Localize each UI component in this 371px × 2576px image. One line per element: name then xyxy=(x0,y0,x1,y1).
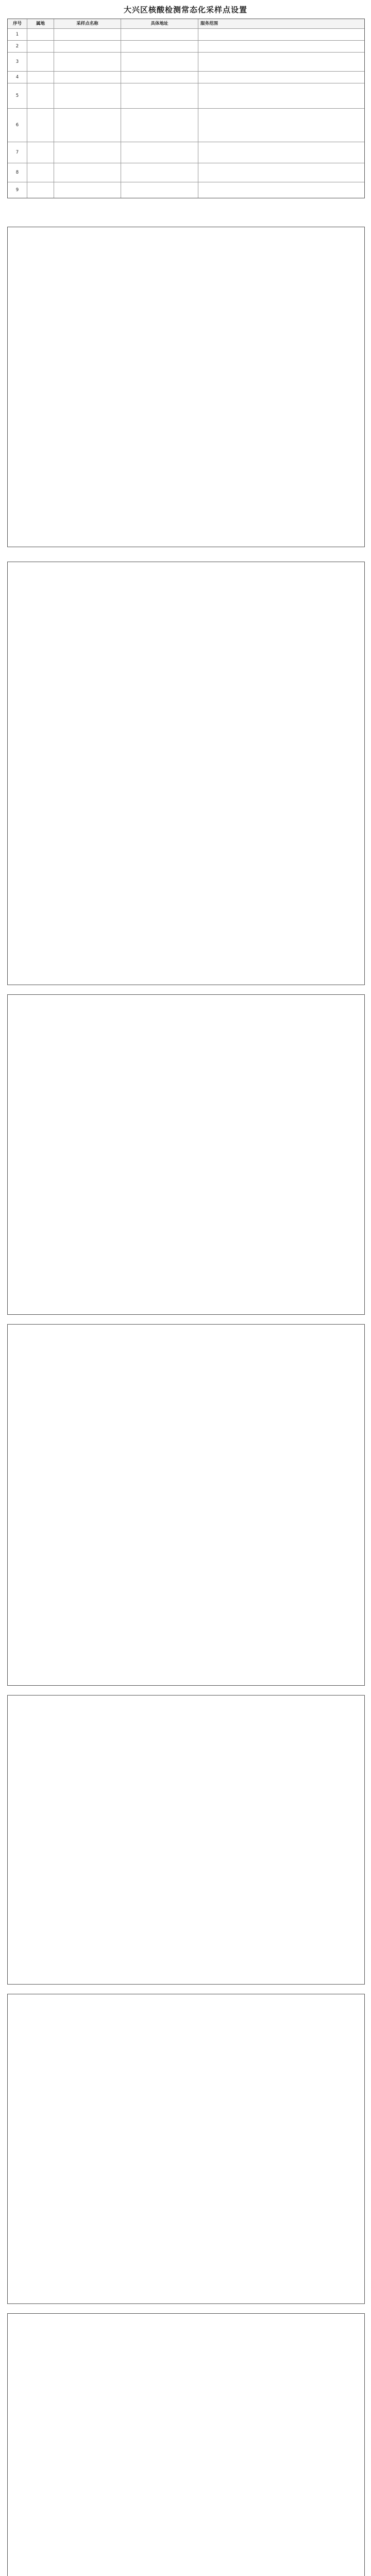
table-block-7 xyxy=(7,1994,365,2304)
header-address: 具体地址 xyxy=(121,19,198,28)
table-block-6 xyxy=(7,1695,365,1985)
table-block-5 xyxy=(7,1324,365,1686)
row-no: 6 xyxy=(8,109,27,142)
table-row xyxy=(8,142,364,163)
table-header xyxy=(8,19,364,29)
header-scope: 服务范围 xyxy=(198,19,364,28)
table-row xyxy=(8,182,364,198)
header-district: 属地 xyxy=(27,19,54,28)
table-block-4 xyxy=(7,994,365,1315)
table-row xyxy=(8,83,364,109)
row-district xyxy=(27,29,54,40)
row-no: 7 xyxy=(8,142,27,163)
table-row xyxy=(8,109,364,142)
header-no: 序号 xyxy=(8,19,27,28)
table-block-1 xyxy=(7,19,365,198)
row-no: 8 xyxy=(8,163,27,182)
row-no: 1 xyxy=(8,29,27,40)
table-block-2 xyxy=(7,227,365,547)
table-row xyxy=(8,163,364,182)
table-row xyxy=(8,41,364,53)
table-block-3 xyxy=(7,562,365,985)
page-title: 大兴区核酸检测常态化采样点设置 xyxy=(123,5,247,14)
table-row xyxy=(8,72,364,83)
row-scope xyxy=(198,29,364,40)
table-row xyxy=(8,29,364,41)
row-no: 2 xyxy=(8,41,27,52)
table-row xyxy=(8,53,364,72)
table-block-8 xyxy=(7,2313,365,2576)
row-name xyxy=(54,29,121,40)
row-no: 9 xyxy=(8,182,27,198)
row-no: 5 xyxy=(8,83,27,108)
row-no: 4 xyxy=(8,72,27,83)
row-no: 3 xyxy=(8,53,27,71)
row-address xyxy=(121,29,198,40)
header-name: 采样点名称 xyxy=(54,19,121,28)
